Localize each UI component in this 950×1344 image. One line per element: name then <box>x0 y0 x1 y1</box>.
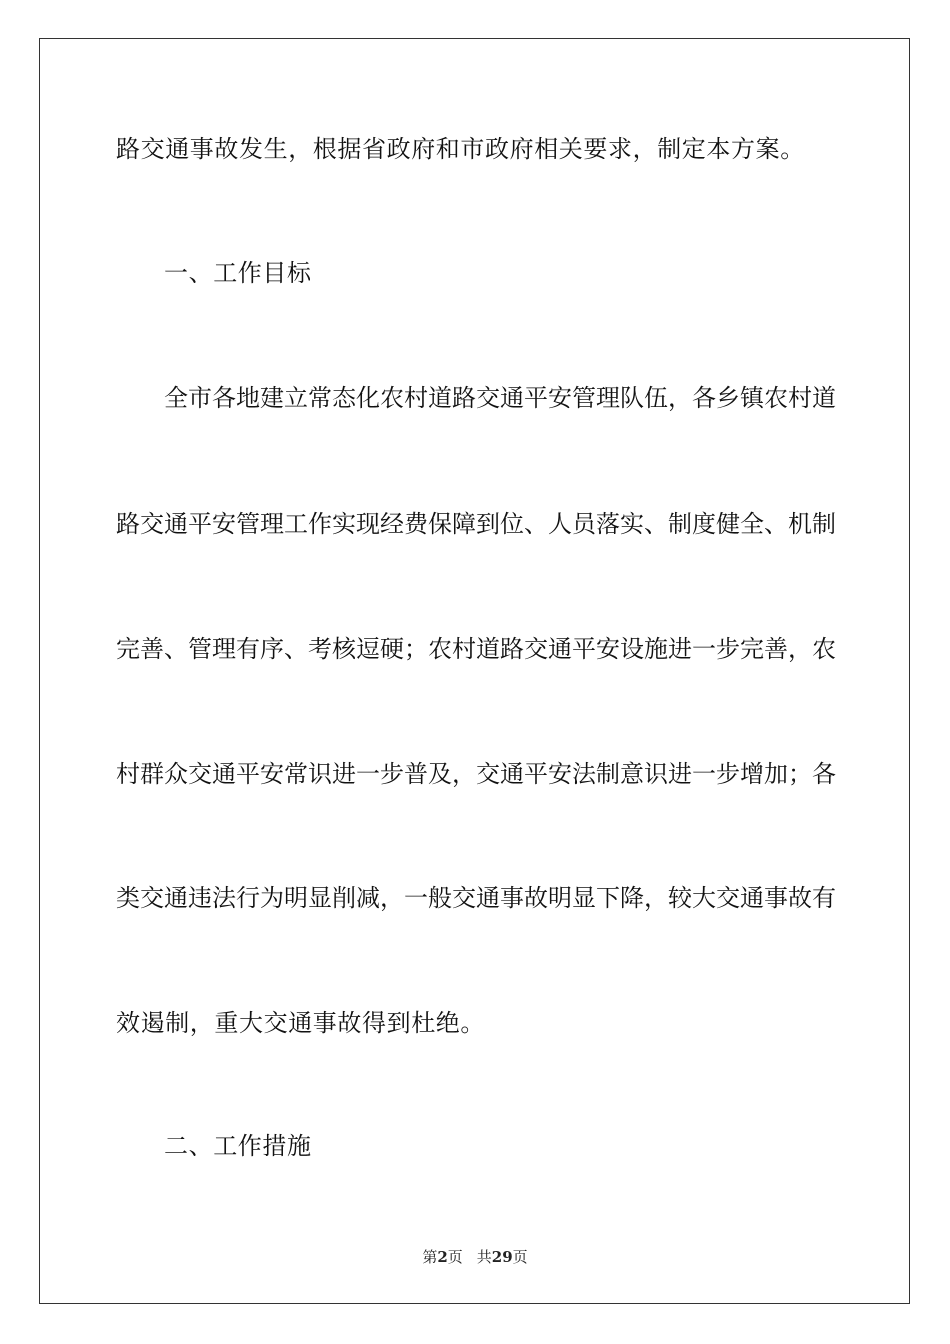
page-total: 29 <box>491 1248 513 1266</box>
body-line-5: 村群众交通平安常识进一步普及，交通平安法制意识进一步增加；各 <box>116 760 836 788</box>
total-prefix: 共 <box>476 1248 492 1266</box>
total-suffix: 页 <box>512 1248 528 1266</box>
page-prefix: 第 <box>422 1248 438 1266</box>
page-border <box>39 38 910 1304</box>
section-heading-measures: 二、工作措施 <box>164 1132 312 1160</box>
section-heading-goals: 一、工作目标 <box>164 259 312 287</box>
page-footer <box>0 1247 950 1267</box>
body-line-6: 类交通违法行为明显削减，一般交通事故明显下降，较大交通事故有 <box>116 884 836 912</box>
body-line-3: 路交通平安管理工作实现经费保障到位、人员落实、制度健全、机制 <box>116 510 836 538</box>
body-line-1: 路交通事故发生，根据省政府和市政府相关要求，制定本方案。 <box>116 135 805 163</box>
body-line-7: 效遏制，重大交通事故得到杜绝。 <box>116 1009 485 1037</box>
page-suffix: 页 <box>447 1248 463 1266</box>
body-line-4: 完善、管理有序、考核逗硬；农村道路交通平安设施进一步完善，农 <box>116 635 836 663</box>
body-line-2: 全市各地建立常态化农村道路交通平安管理队伍，各乡镇农村道 <box>164 384 836 412</box>
page-current: 2 <box>437 1248 448 1266</box>
